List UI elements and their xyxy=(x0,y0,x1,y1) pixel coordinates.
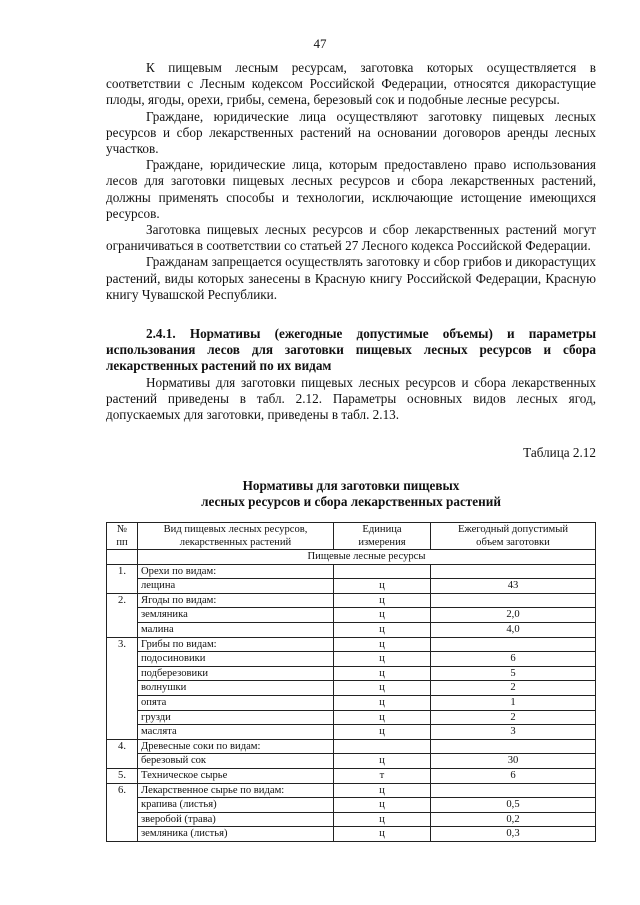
group-title: Грибы по видам: xyxy=(138,637,334,652)
item-name: опята xyxy=(138,695,334,710)
value-cell: 2 xyxy=(431,710,596,725)
header-name: Вид пищевых лесных ресурсов, лекарственных растений xyxy=(138,523,334,550)
value-cell: 6 xyxy=(431,768,596,783)
value-cell: 2 xyxy=(431,681,596,696)
table-row xyxy=(107,681,596,696)
unit-cell: ц xyxy=(334,579,431,594)
table-row xyxy=(107,798,596,813)
item-name: земляника xyxy=(138,608,334,623)
table-row xyxy=(107,783,596,798)
unit-cell: ц xyxy=(334,725,431,740)
header-no: № пп xyxy=(107,523,138,550)
value-cell: 3 xyxy=(431,725,596,740)
item-name: подосиновики xyxy=(138,652,334,667)
table-row xyxy=(107,812,596,827)
value-cell: 0,2 xyxy=(431,812,596,827)
unit-cell: ц xyxy=(334,798,431,813)
item-name: земляника (листья) xyxy=(138,827,334,842)
value-cell: 4,0 xyxy=(431,622,596,637)
norms-table xyxy=(106,522,596,842)
row-number: 2. xyxy=(107,593,138,637)
value-cell xyxy=(431,783,596,798)
table-title-line: лесных ресурсов и сбора лекарственных растений xyxy=(201,494,501,509)
value-cell: 1 xyxy=(431,695,596,710)
row-number: 5. xyxy=(107,768,138,783)
table-row xyxy=(107,754,596,769)
group-title: Орехи по видам: xyxy=(138,564,334,579)
table-row xyxy=(107,622,596,637)
table-row xyxy=(107,652,596,667)
paragraph: Граждане, юридические лица, которым предоставлено право использования лесов для заготовки пищевых лесных ресурсов и сбора лекарственных растений, должны применять способы и технологии, исключающие истощение имеющихся ресурсов. xyxy=(106,157,596,221)
value-cell xyxy=(431,739,596,754)
item-name: зверобой (трава) xyxy=(138,812,334,827)
section-heading: 2.4.1. Нормативы (ежегодные допустимые объемы) и параметры использования лесов для заготовки пищевых лесных ресурсов и сбора лекарственных растений по их видам xyxy=(106,326,596,374)
table-body xyxy=(107,550,596,842)
table-row xyxy=(107,579,596,594)
unit-cell: ц xyxy=(334,652,431,667)
table-label: Таблица 2.12 xyxy=(523,445,596,460)
unit-cell: ц xyxy=(334,754,431,769)
table-row xyxy=(107,608,596,623)
unit-cell: ц xyxy=(334,666,431,681)
table-section-row xyxy=(107,550,596,565)
unit-cell xyxy=(334,739,431,754)
unit-cell: ц xyxy=(334,622,431,637)
value-cell: 0,5 xyxy=(431,798,596,813)
item-name: березовый сок xyxy=(138,754,334,769)
unit-cell: ц xyxy=(334,681,431,696)
value-cell: 30 xyxy=(431,754,596,769)
unit-cell: ц xyxy=(334,695,431,710)
body-text xyxy=(106,60,596,303)
value-cell xyxy=(431,564,596,579)
table-header-row xyxy=(107,523,596,550)
row-number: 4. xyxy=(107,739,138,768)
table-row xyxy=(107,637,596,652)
row-number: 1. xyxy=(107,564,138,593)
table-row xyxy=(107,564,596,579)
value-cell xyxy=(431,637,596,652)
unit-cell: ц xyxy=(334,593,431,608)
unit-cell: т xyxy=(334,768,431,783)
item-name: лещина xyxy=(138,579,334,594)
table-row xyxy=(107,827,596,842)
unit-cell: ц xyxy=(334,827,431,842)
page-number: 47 xyxy=(313,36,327,51)
paragraph: Заготовка пищевых лесных ресурсов и сбор лекарственных растений могут ограничиваться в соответствии со статьей 27 Лесного кодекса Российской Федерации. xyxy=(106,222,596,254)
value-cell: 5 xyxy=(431,666,596,681)
paragraph: К пищевым лесным ресурсам, заготовка которых осуществляется в соответствии с Лесным кодексом Российской Федерации, относятся дикорастущие плоды, ягоды, орехи, грибы, семена, березовый сок и подобные лесные ресурсы. xyxy=(106,60,596,108)
section-food-label: Пищевые лесные ресурсы xyxy=(138,550,596,565)
unit-cell: ц xyxy=(334,783,431,798)
unit-cell: ц xyxy=(334,812,431,827)
item-name: малина xyxy=(138,622,334,637)
table-row xyxy=(107,710,596,725)
section-body: Нормативы для заготовки пищевых лесных ресурсов и сбора лекарственных растений приведены в табл. 2.12. Параметры основных видов лесных ягод, допускаемых для заготовки, приведены в табл. 2.13. xyxy=(106,375,596,423)
table-row xyxy=(107,695,596,710)
table-row xyxy=(107,768,596,783)
item-name: крапива (листья) xyxy=(138,798,334,813)
header-unit: Единица измерения xyxy=(334,523,431,550)
table-row xyxy=(107,739,596,754)
group-title: Техническое сырье xyxy=(138,768,334,783)
table-title-line: Нормативы для заготовки пищевых xyxy=(242,478,460,493)
item-name: грузди xyxy=(138,710,334,725)
unit-cell: ц xyxy=(334,710,431,725)
item-name: маслята xyxy=(138,725,334,740)
header-value: Ежегодный допустимый объем заготовки xyxy=(431,523,596,550)
item-name: волнушки xyxy=(138,681,334,696)
value-cell: 0,3 xyxy=(431,827,596,842)
table-row xyxy=(107,593,596,608)
group-title: Лекарственное сырье по видам: xyxy=(138,783,334,798)
table-title xyxy=(106,478,596,510)
table-row xyxy=(107,666,596,681)
row-number: 3. xyxy=(107,637,138,739)
value-cell: 43 xyxy=(431,579,596,594)
value-cell: 2,0 xyxy=(431,608,596,623)
unit-cell: ц xyxy=(334,637,431,652)
group-title: Древесные соки по видам: xyxy=(138,739,334,754)
group-title: Ягоды по видам: xyxy=(138,593,334,608)
value-cell xyxy=(431,593,596,608)
value-cell: 6 xyxy=(431,652,596,667)
row-number: 6. xyxy=(107,783,138,841)
unit-cell: ц xyxy=(334,608,431,623)
paragraph: Граждане, юридические лица осуществляют заготовку пищевых лесных ресурсов и сбор лекарственных растений на основании договоров аренды лесных участков. xyxy=(106,108,596,157)
paragraph: Гражданам запрещается осуществлять заготовку и сбор грибов и дикорастущих растений, виды которых занесены в Красную книгу Российской Федерации, Красную книгу Чувашской Республики. xyxy=(106,254,596,302)
unit-cell xyxy=(334,564,431,579)
item-name: подберезовики xyxy=(138,666,334,681)
table-row xyxy=(107,725,596,740)
